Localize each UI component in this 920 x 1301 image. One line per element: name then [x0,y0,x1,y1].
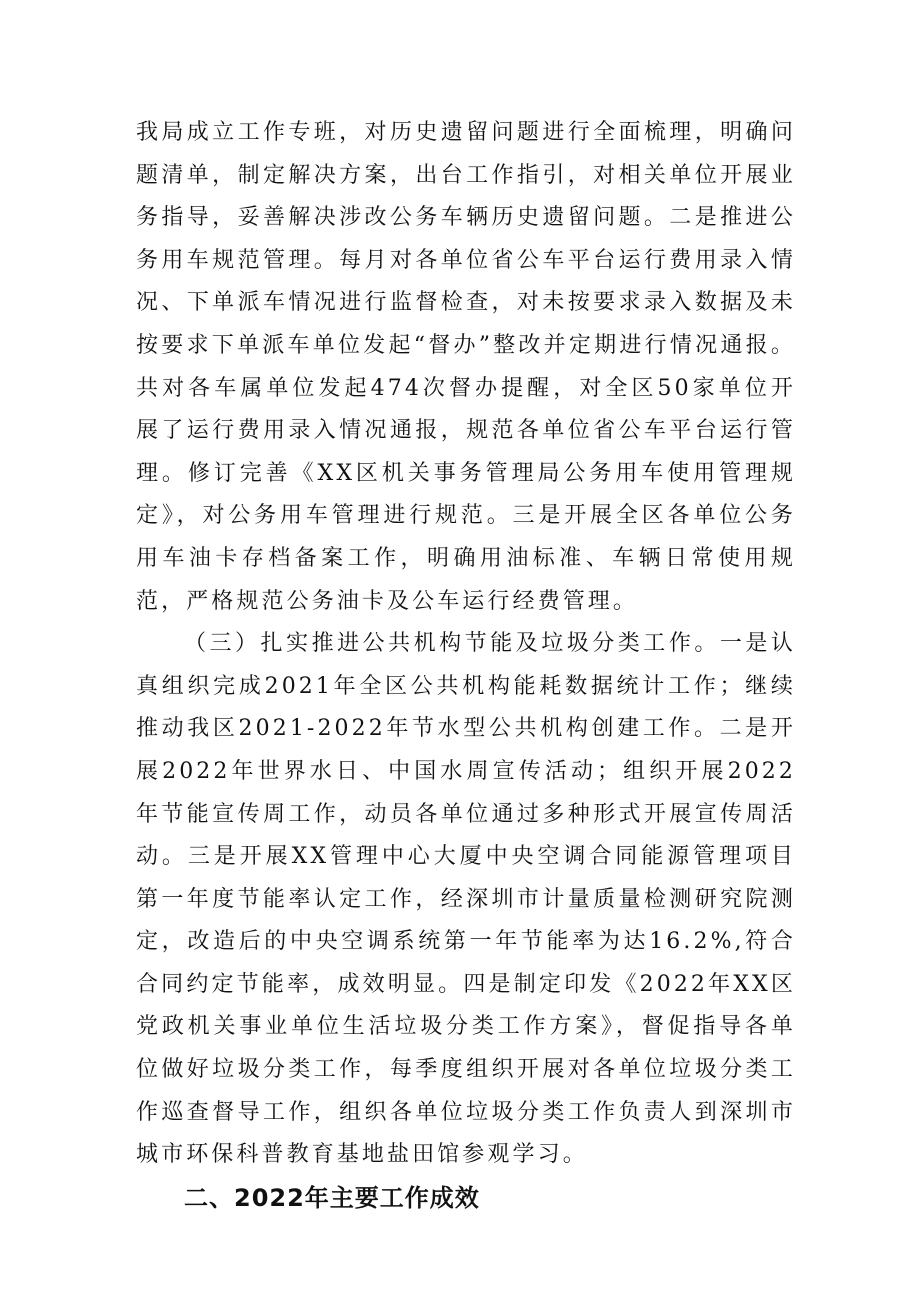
section-heading: 二、2022年主要工作成效 [184,1183,480,1212]
document-body [136,112,796,1219]
paragraph-vehicle-management: 我局成立工作专班，对历史遗留问题进行全面梳理，明确问题清单，制定解决方案，出台工作指引，对相关单位开展业务指导，妥善解决涉改公务车辆历史遗留问题。二是推进公务用车规范管理。每月对各单位省公车平台运行费用录入情况、下单派车情况进行监督检查，对未按要求录入数据及未按要求下单派车单位发起“督办”整改并定期进行情况通报。共对各车属单位发起474次督办提醒，对全区50家单位开展了运行费用录入情况通报，规范各单位省公车平台运行管理。修订完善《XX区机关事务管理局公务用车使用管理规定》，对公务用车管理进行规范。三是开展全区各单位公务用车油卡存档备案工作，明确用油标准、车辆日常使用规范，严格规范公务油卡及公车运行经费管理。 [136,120,796,614]
paragraph-energy-saving: （三）扎实推进公共机构节能及垃圾分类工作。一是认真组织完成2021年全区公共机构能耗数据统计工作；继续推动我区2021-2022年节水型公共机构创建工作。二是开展2022年世界水日、中国水周宣传活动；组织开展2022年节能宣传周工作，动员各单位通过多种形式开展宣传周活动。三是开展XX管理中心大厦中央空调合同能源管理项目第一年度节能率认定工作，经深圳市计量质量检测研究院测定，改造后的中央空调系统第一年节能率为达16.2%,符合合同约定节能率，成效明显。四是制定印发《2022年XX区党政机关事业单位生活垃圾分类工作方案》，督促指导各单位做好垃圾分类工作，每季度组织开展对各单位垃圾分类工作巡查督导工作，组织各单位垃圾分类工作负责人到深圳市城市环保科普教育基地盐田馆参观学习。 [136,631,796,1168]
